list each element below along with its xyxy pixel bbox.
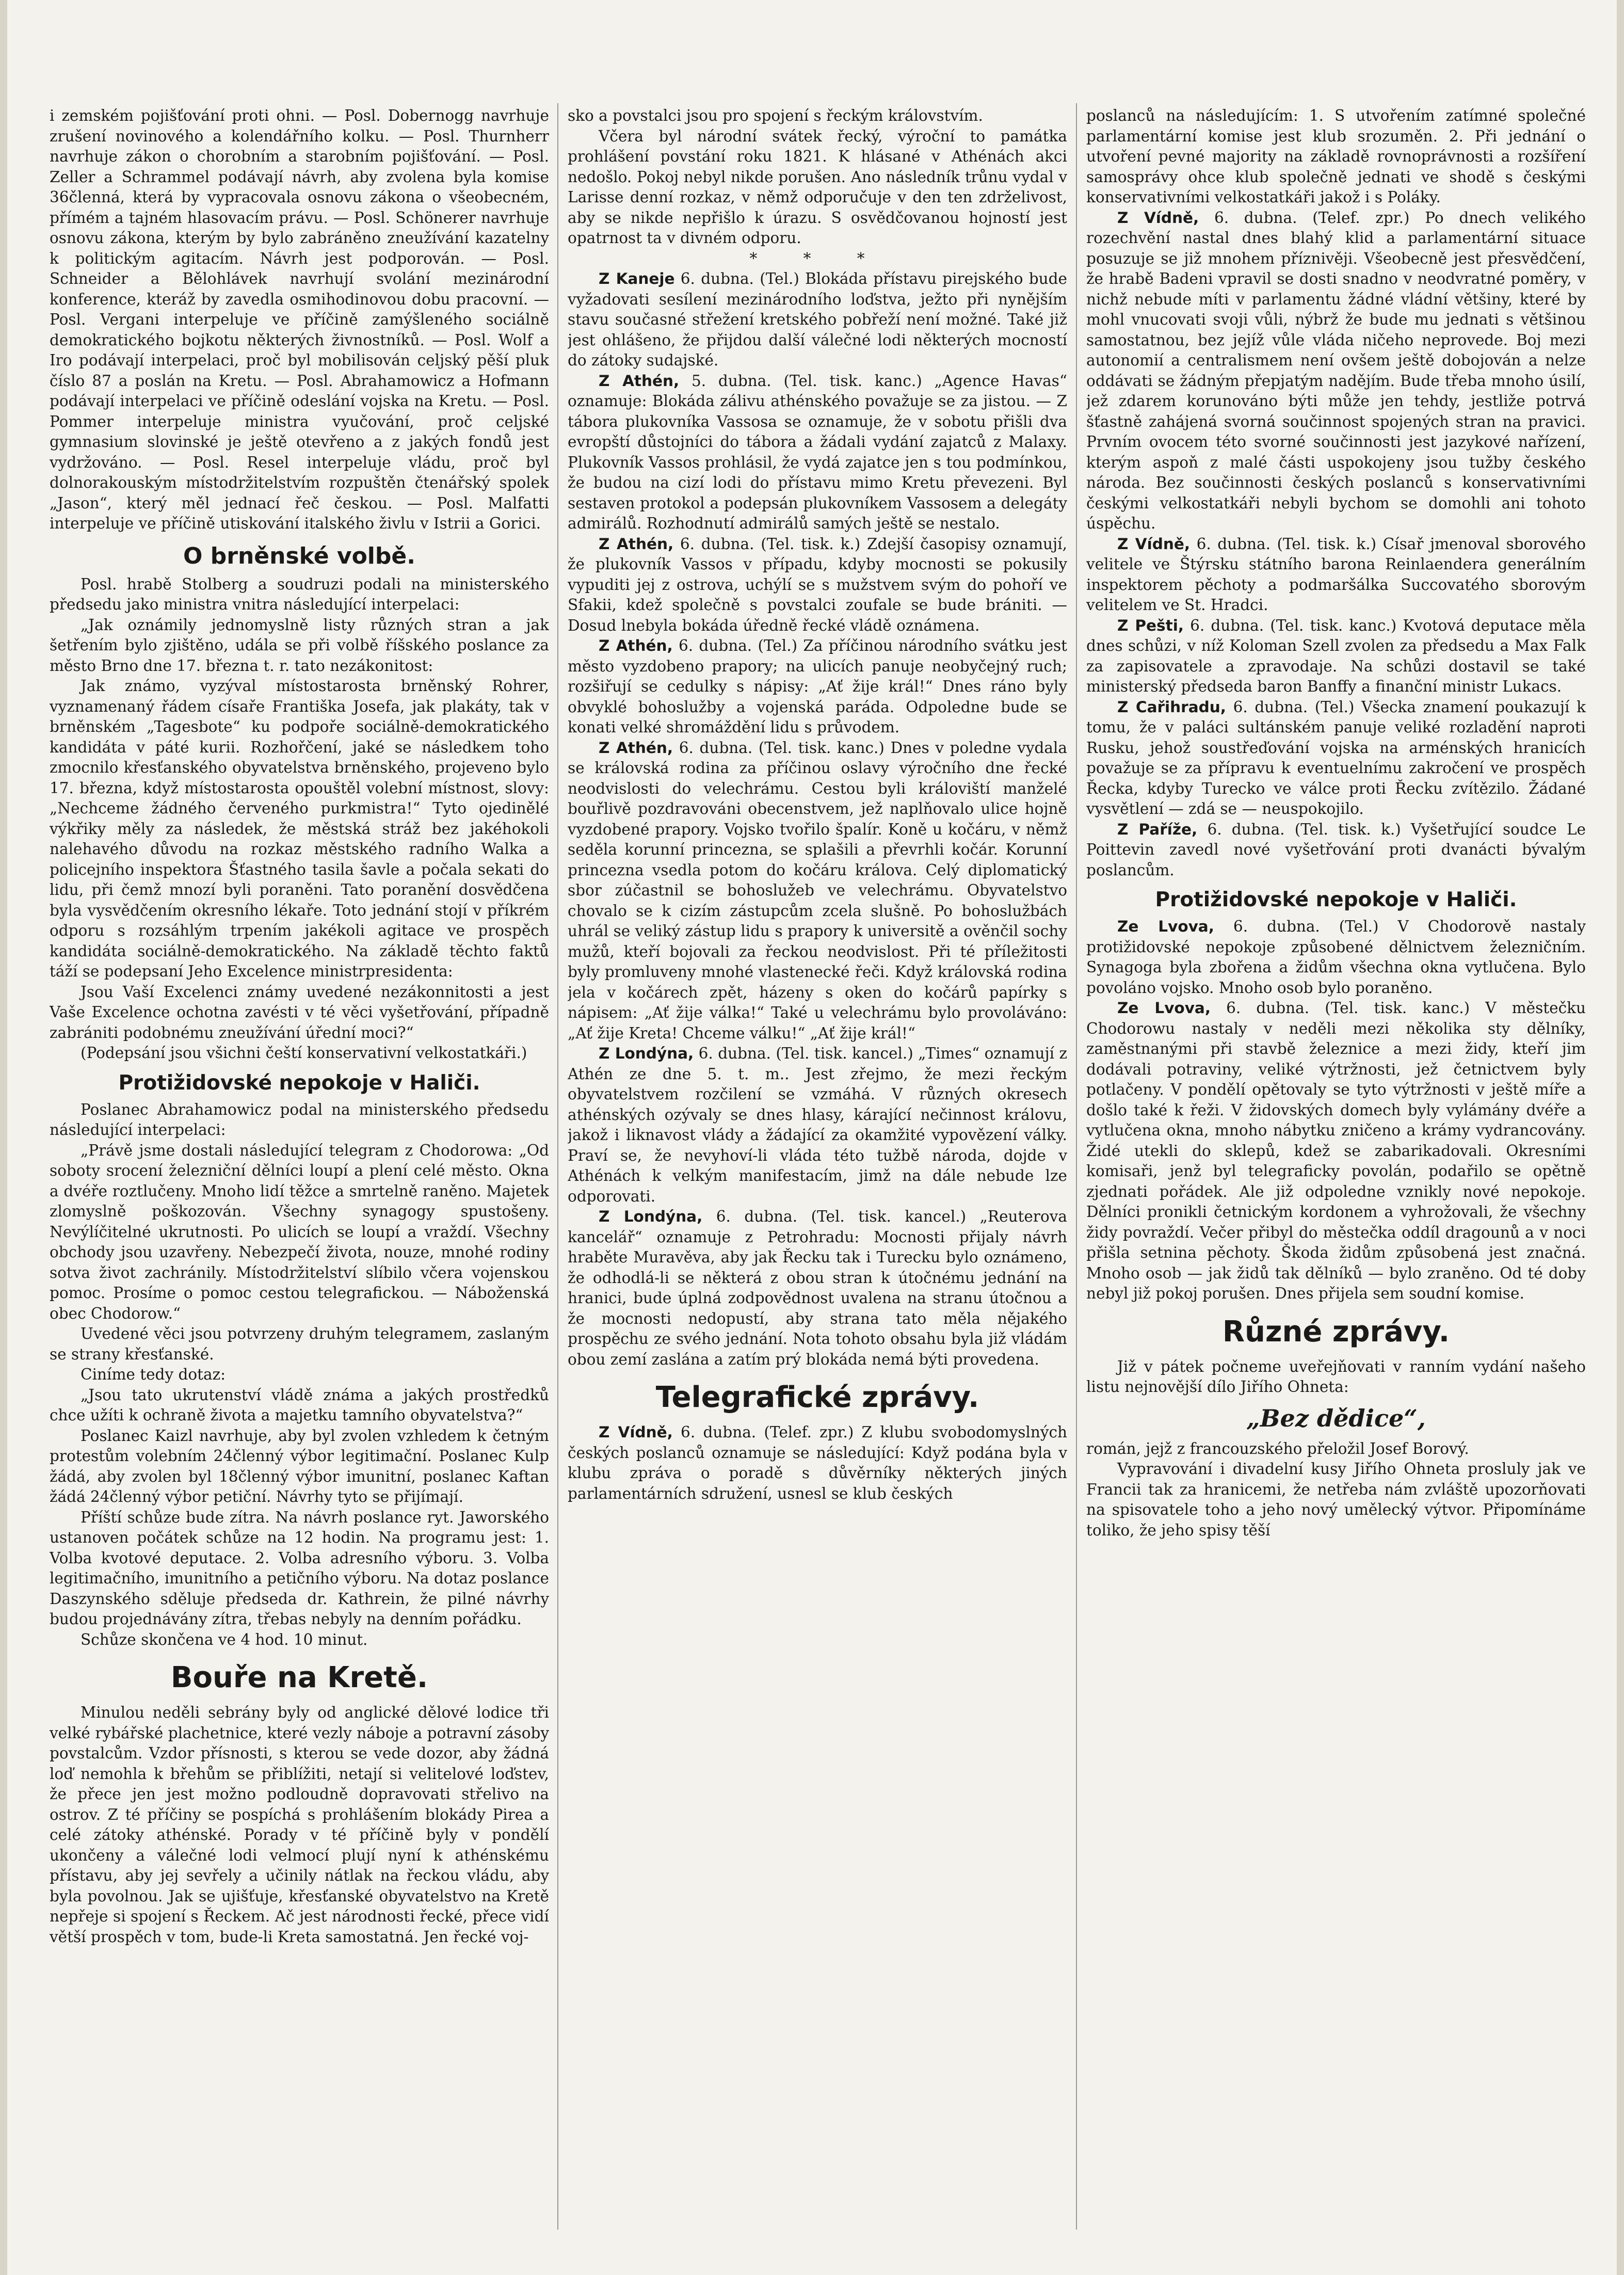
column-divider-1 [557, 103, 558, 2230]
paragraph: Již v pátek počneme uveřejňovati v ranním vydání našeho listu nejnovější dílo Jiřího Ohneta: [1086, 1357, 1586, 1396]
paragraph: sko a povstalci jsou pro spojení s řeckým královstvím. [568, 107, 983, 124]
paragraph: Z Vídně, 6. dubna. (Tel. tisk. k.) Císař jmenoval sborového velitele ve Štýrsku státního barona Reinlaendera generálním inspektorem pěchoty a podmaršálka Succovatého sborovým velitelem ve St. Hradci. [1086, 535, 1586, 614]
dateline: Z Pešti, [1117, 616, 1184, 634]
paragraph: Poslanec Kaizl navrhuje, aby byl zvolen vzhledem k četným protestům volebním 24členný výbor legitimační. Poslanec Kulp žádá, aby zvolen byl 18členný výbor imunitní, poslanec Kaftan žádá 24členný výbor petiční. Návrhy tyto se přijímají. [50, 1427, 549, 1505]
page-left-edge [0, 0, 7, 2275]
dateline: Z Vídně, [599, 1423, 673, 1441]
paragraph: Minulou neděli sebrány byly od anglické dělové lodice tři velké rybářské plachetnice, které vezly náboje a potravní zásoby povstalcům. Vzdor přísnosti, s kterou se vede dozor, aby žádná loď nemohla k břehům se přiblížiti, netají si velitelové loďstev, že přece jen jest možno podloudně dopravovati střelivo na ostrov. Z té příčiny se pospíchá s prohlášením blokády Pirea a celé zátoky athénské. Porady v té příčině byly v pondělí ukončeny a válečné lodi velmocí plují nyní k athénskému přístavu, aby jej sevřely a učinily nátlak na řeckou vládu, aby byla povolnou. Jak se ujišťuje, křesťanské obyvatelstvo na Kretě nepřeje si spojení s Řeckem. Ač jest národnosti řecké, přece vidí větší prospěch v tom, bude-li Kreta samostatná. Jen řecké voj- [50, 1704, 549, 1946]
dateline: Z Athén, [599, 535, 674, 553]
column-2 [568, 106, 1067, 2242]
paragraph: „Jsou tato ukrutenství vládě známa a jakých prostředků chce užíti k ochraně života a majetku tamního obyvatelstva?“ [50, 1386, 549, 1424]
article-heading: Protižidovské nepokoje v Haliči. [1155, 888, 1517, 911]
dateline: Z Athén, [599, 739, 673, 757]
column-3 [1086, 106, 1586, 2242]
paragraph: Z Athén, 5. dubna. (Tel. tisk. kanc.) „Agence Havas“ oznamuje: Blokáda zálivu athénského považuje se za jistou. — Z tábora plukovníka Vassosa se oznamuje, že v sobotu přišli dva evropští důstojníci do tábora a žádali vydání zajatců z Malaxy. Plukovník Vassos prohlásil, že vydá zajatce jen s tou podmínkou, že budou na cizí lodi do přístavu mimo Kretu převezeni. Byl sestaven protokol a podepsán plukovníkem Vassosem a delegáty admirálů. Rozhodnutí admirálů samých ještě se nestalo. [568, 372, 1067, 532]
paragraph: Z Londýna, 6. dubna. (Tel. tisk. kancel.) „Reuterova kancelář“ oznamuje z Petrohradu: Mocnosti přijaly návrh hraběte Muravěva, aby jak Řecku tak i Turecku bylo oznámeno, že odhodlá-li se některá z obou stran k útočnému jednání na hranici, bude úplná zodpovědnost uvalena na stranu útočnou a že mocnosti nedopustí, aby strana tato měla nějakého prospěchu ze svého jednání. Nota tohoto obsahu byla již vládám obou zemí zaslána a zatím prý blokáda nemá býti provedena. [568, 1208, 1067, 1368]
paragraph: Z Cařihradu, 6. dubna. (Tel.) Všecka znamení poukazují k tomu, že v paláci sultánském panuje veliké rozladění naproti Rusku, jehož soustřeďování vojska na arménských hranicích považuje se za přípravu k eventuelnímu zakročení ve prospěch Řecka, kdyby Turecko ve válce proti Řecku zvítězilo. Žádané vysvětlení — zdá se — neuspokojilo. [1086, 698, 1586, 818]
paragraph: poslanců na následujícím: 1. S utvořením zatímné společné parlamentární komise jest klub srozuměn. 2. Při jednání o utvoření pevné majority na základě rovnoprávnosti a rozšíření samosprávy ohce klub společně jednati ve shodě s českými konservativními velkostatkáři jakož i s Poláky. [1086, 107, 1586, 206]
dateline: Z Londýna, [599, 1045, 694, 1062]
dateline: Z Londýna, [599, 1208, 703, 1225]
paragraph: Z Vídně, 6. dubna. (Telef. zpr.) Z klubu svobodomyslných českých poslanců oznamuje se následující: Když podána byla v klubu zpráva o poradě s důvěrníky některých jiných parlamentárních sdružení, usnesl se klub českých [568, 1423, 1067, 1502]
paragraph: Uvedené věci jsou potvrzeny druhým telegramem, zaslaným se strany křesťanské. [50, 1325, 549, 1363]
paragraph: Z Paříže, 6. dubna. (Tel. tisk. k.) Vyšetřující soudce Le Poittevin zavedl nové vyšetřování proti dvanácti bývalým poslancům. [1086, 820, 1586, 879]
paragraph: „Právě jsme dostali následující telegram z Chodorowa: „Od soboty srocení železniční dělníci loupí a plení celé město. Okna a dvéře roztlučeny. Mnoho lidí těžce a smrtelně raněno. Majetek zlomyslně poškozován. Všechny synagogy spustošeny. Nevýlíčitelné ukrutnosti. Po ulicích se loupí a vraždí. Všechny obchody jsou uzavřeny. Nebezpečí života, nouze, mnohé rodiny sotva život zachránily. Místodržitelství slíbilo včera vojenskou pomoc. Prosíme o pomoc cestou telegrafickou. — Náboženská obec Chodorow.“ [50, 1141, 549, 1322]
dateline: Z Athén, [599, 637, 673, 654]
paragraph: Z Athén, 6. dubna. (Tel. tisk. kanc.) Dnes v poledne vydala se královská rodina za příčinou oslavy výročního dne řecké neodvislosti do velechrámu. Cestou byli královiští manželé bouřlivě pozdravováni obecenstvem, jež naplňovalo ulice hojně vyzdobené prapory. Vojsko tvořilo špalír. Koně u kočáru, v němž seděla korunní princezna, se splašili a převrhli kočár. Korunní princezna vsedla potom do kočáru králova. Celý diplomatický sbor zúčastnil se bohoslužeb ve velechrámu. Obyvatelstvo chovalo se k cizím zástupcům zcela slušně. Po bohoslužbách uhrál se veliký zástup lidu s prapory k universitě a ověnčil sochy mužů, kteří bojovali za řeckou neodvislost. Při té příležitosti byly promluveny mnohé vlastenecké řeči. Když královská rodina jela v kočárech zpět, házeny s oken do kočárů papírky s nápisem: „Ať žije válka!“ Také u velechrámu bylo provoláváno: „Ať žije Kreta! Chceme válku!“ „Ať žije král!“ [568, 739, 1067, 1042]
paragraph: Poslanec Abrahamowicz podal na ministerského předsedu následující interpelaci: [50, 1100, 549, 1139]
paragraph: Z Pešti, 6. dubna. (Tel. tisk. kanc.) Kvotová deputace měla dnes schůzi, v níž Koloman Szell zvolen za předsedu a Max Falk za zapisovatele a zpravodaje. Na schůzi dostavil se také ministerský předseda baron Banffy a finanční ministr Lukacs. [1086, 616, 1586, 695]
paragraph: Schůze skončena ve 4 hod. 10 minut. [81, 1630, 368, 1648]
paragraph: Z Vídně, 6. dubna. (Telef. zpr.) Po dnech velikého rozechvění nastal dnes blahý klid a parlamentární situace posuzuje se již mnohem příznivěji. Všeobecně jest přesvědčení, že hrabě Badeni vpravil se dosti snadno v neodvratné poměry, v nichž nebude míti v parlamentu žádné vládní většiny, které by mohl vnucovati svoji vůli, nýbrž že bude mu jednati s většinou samostatnou, bez jejíž vůle vláda ničeho neprovede. Boj mezi autonomií a centralismem není ovšem ještě dobojován a nelze oddávati se žádným přepjatým nadějím. Bude třeba mnoho úsilí, jež zdarem korunováno býti může jen tehdy, jestliže potrvá šťastně zahájená svorná součinnost spojených stran na pravici. Prvním ovocem této svorné součinnosti jest jazykové nařízení, kterým aspoň z malé části uspokojeny jsou tužby českého národa. Bez součinnosti českých poslanců s konservativními českými velkostatkáři nebyli bychom se domohli ani tohoto úspěchu. [1086, 209, 1586, 532]
section-heading: Různé zprávy. [1222, 1315, 1450, 1349]
dateline: Ze Lvova, [1117, 999, 1211, 1017]
dateline: Z Vídně, [1117, 535, 1191, 553]
novel-title: „Bez dědice“, [1246, 1404, 1426, 1432]
dateline: Z Paříže, [1117, 820, 1198, 838]
column-divider-2 [1076, 103, 1077, 2230]
dateline: Z Vídně, [1117, 209, 1199, 227]
paragraph: Ze Lvova, 6. dubna. (Tel.) V Chodorově nastaly protižidovské nepokoje způsobené dělnictvem železničním. Synagoga byla zbořena a židům všechna okna vytlučena. Bylo povoláno vojsko. Mnoho osob bylo poraněno. [1086, 918, 1586, 997]
page-right-edge [1617, 0, 1624, 2275]
dateline: Ze Lvova, [1117, 918, 1214, 935]
paragraph: Vypravování i divadelní kusy Jiřího Ohneta prosluly jak ve Francii tak za hranicemi, že netřeba nám zvláště upozorňovati na spisovatele toho a jeho nový umělecký výtvor. Připomínáme toliko, že jeho spisy těší [1086, 1460, 1586, 1539]
dateline: Z Athén, [599, 372, 680, 390]
paragraph: „Jak oznámily jednomyslně listy různých stran a jak šetřením bylo zjištěno, udála se při volbě říšského poslance za město Brno dne 17. března t. r. tato nezákonitost: [50, 616, 549, 675]
paragraph: Posl. hrabě Stolberg a soudruzi podali na ministerského předsedu jako ministra vnitra následující interpelaci: [50, 575, 549, 613]
separator-asterisks: * * * [749, 249, 886, 267]
section-heading: Telegrafické zprávy. [655, 1381, 979, 1414]
paragraph: Z Londýna, 6. dubna. (Tel. tisk. kancel.) „Times“ oznamují z Athén ze dne 5. t. m.. Jest zřejmo, že mezi řeckým obyvatelstvem rozčilení se vzmáhá. V různých okresech athénských ozývaly se dnes hlasy, kárající nečinnost královu, jakož i liknavost vlády a žádající za okamžité vypovězení války. Praví se, že nevyhoví-li vláda této tužbě národa, dojde v Athénách k velkým manifestacím, jimž na dále nebude lze odporovati. [568, 1045, 1067, 1205]
article-heading: Protižidovské nepokoje v Haliči. [118, 1071, 480, 1095]
paragraph: (Podepsání jsou všichni čeští konservativní velkostatkáři.) [81, 1044, 527, 1062]
paragraph: Z Athén, 6. dubna. (Tel.) Za příčinou národního svátku jest město vyzdobeno prapory; na ulicích panuje neobyčejný ruch; rozšiřují se cedulky s nápisy: „Ať žije král!“ Dnes ráno byly obvyklé bohoslužby a vojenská paráda. Odpoledne bude se konati velké shromáždění lidu s průvodem. [568, 637, 1067, 736]
column-1 [50, 106, 549, 2242]
paragraph: i zemském pojišťování proti ohni. — Posl. Dobernogg navrhuje zrušení novinového a kolendářního kolku. — Posl. Thurnherr navrhuje zákon o chorobním a starobním pojišťování. — Posl. Zeller a Schrammel podávají návrh, aby zvolena byla komise 36členná, která by vypracovala osnovu zákona o všeobecném, přímém a tajném hlasovacím právu. — Posl. Schönerer navrhuje osnovu zákona, kterým by bylo zabráněno zneužívání kazatelny k politickým agitacím. Návrh jest podporován. — Posl. Schneider a Bělohlávek navrhují svolání mezinárodní konference, kteráž by zavedla osmihodinovou dobu pracovní. — Posl. Vergani interpeluje ve příčině zamýšleného sociálně demokratického bojkotu některých živnostníků. — Posl. Wolf a Iro podávají interpelaci, proč byl mobilisován celjský pěší pluk číslo 87 a poslán na Kretu. — Posl. Abrahamowicz a Hofmann podávají interpelaci ve příčině odeslání vojska na Kretu. — Posl. Pommer interpeluje ministra vyučování, proč celjské gymnasium slovinské je ještě otevřeno a z jakých fondů jest vydržováno. — Posl. Resel interpeluje vládu, proč byl dolnorakouským místodržitelstvím rozpuštěn čtenářský spolek „Jason“, který měl jednací řeč českou. — Posl. Malfatti interpeluje ve příčině utiskování italského živlu v Istrii a Gorici. [50, 107, 549, 532]
paragraph: Z Athén, 6. dubna. (Tel. tisk. k.) Zdejší časopisy oznamují, že plukovník Vassos v případu, kdyby mocnosti se pokusily vypuditi jej z ostrova, uchýlí se s mužstvem svým do pohoří ve Sfakii, kdež společně s povstalci zoufale se bude brániti. — Dosud lnebyla bokáda úředně řecké vládě oznámena. [568, 535, 1067, 634]
section-heading: Bouře na Kretě. [170, 1661, 428, 1694]
paragraph: Ze Lvova, 6. dubna. (Tel. tisk. kanc.) V městečku Chodorowu nastaly v neděli mezi několika sty dělníky, zaměstnanými při stavbě železnice a mezi židy, kteří jim dodávali potraviny, veliké výtržnosti, jež četnictvem byly potlačeny. V pondělí opětovaly se tyto výtržnosti v ještě míře a došlo také k řeži. V židovských domech byly vylámány dvéře a vytlučena okna, mnoho nábytku zničeno a krámy vydrancovány. Židé utekli do sklepů, kdež se zabarikadovali. Okresními komisaři, jenž byl telegraficky povolán, podařilo se opětně zjednati pořádek. Ale již odpoledne vznikly nové nepokoje. Dělníci pronikli četnickým kordonem a vyhrožovali, že všechny židy povraždí. Večer přibyl do městečka oddíl dragounů a v noci přišla setnina pěchoty. Škoda židům způsobená jest značná. Mnoho osob — jak židů tak dělníků — bylo zraněno. Od té doby nebyl již pokoj porušen. Dnes přijela sem soudní komise. [1086, 999, 1586, 1302]
paragraph: román, jejž z francouzského přeložil Josef Borový. [1086, 1439, 1469, 1457]
paragraph: Včera byl národní svátek řecký, výroční to památka prohlášení povstání roku 1821. K hlásané v Athénách akci nedošlo. Pokoj nebyl nikde porušen. Ano následník trůnu vydal v Larisse denní rozkaz, v němž odporučuje v den ten zdrželivost, aby se nikde nepřišlo k úrazu. S osvědčovanou hojností jest opatrnost ta v divném odporu. [568, 127, 1067, 247]
paragraph: Jak známo, vyzýval místostarosta brněnský Rohrer, vyznamenaný řádem císaře Františka Josefa, jak plakáty, tak v brněnském „Tagesbote“ ku podpoře sociálně-demokratického kandidáta v páté kurii. Rozhořčení, jaké se následkem toho zmocnilo křesťanského obyvatelstva brněnského, projeveno bylo 17. března, když místostarosta opouštěl volební místnost, slovy: „Nechceme žádného červeného purkmistra!“ Tyto ojedinělé výkřiky měly za následek, že městská stráž bez jakéhokoli nalehavého důvodu na rozkaz městského radního Walka a policejního inspektora Šťastného tasila šavle a počala sekati do lidu, při čemž mnozí byli poraněni. Tato poranění dosvědčena byla vysvědčením okresního lékaře. Toto jednání stojí v příkrém odporu s rozsáhlým trpením jakékoli agitace ve prospěch kandidáta sociálně-demokratického. Na základě těchto faktů táží se podepsaní Jeho Excelence ministrpresidenta: [50, 677, 549, 980]
dateline: Z Kaneje [599, 270, 675, 287]
paragraph: Ciníme tedy dotaz: [81, 1366, 226, 1383]
paragraph: Příští schůze bude zítra. Na návrh poslance ryt. Jaworského ustanoven počátek schůze na 12 hodin. Na programu jest: 1. Volba kvotové deputace. 2. Volba adresního výboru. 3. Volba legitimačního, imunitního a petičního výboru. Na dotaz poslance Daszynského sděluje předseda dr. Kathrein, že pilné návrhy budou projednávány zítra, třebas nebyly na denním pořádku. [50, 1508, 549, 1628]
paragraph: Jsou Vaší Excelenci známy uvedené nezákonnitosti a jest Vaše Excelence ochotna zavésti v té věci vyšetřování, případně zabrániti podobnému zneužívání úřední moci?“ [50, 983, 549, 1042]
dateline: Z Cařihradu, [1117, 698, 1226, 716]
article-heading: O brněnské volbě. [183, 542, 415, 569]
paragraph: Z Kaneje 6. dubna. (Tel.) Blokáda přístavu pirejského bude vyžadovati sesílení mezinárodního loďstva, ježto při nynějším stavu současné střežení kretského pobřeží není možné. Také již jest ohlášeno, že přijdou další válečné lodi některých mocností do zátoky sudajské. [568, 270, 1067, 369]
